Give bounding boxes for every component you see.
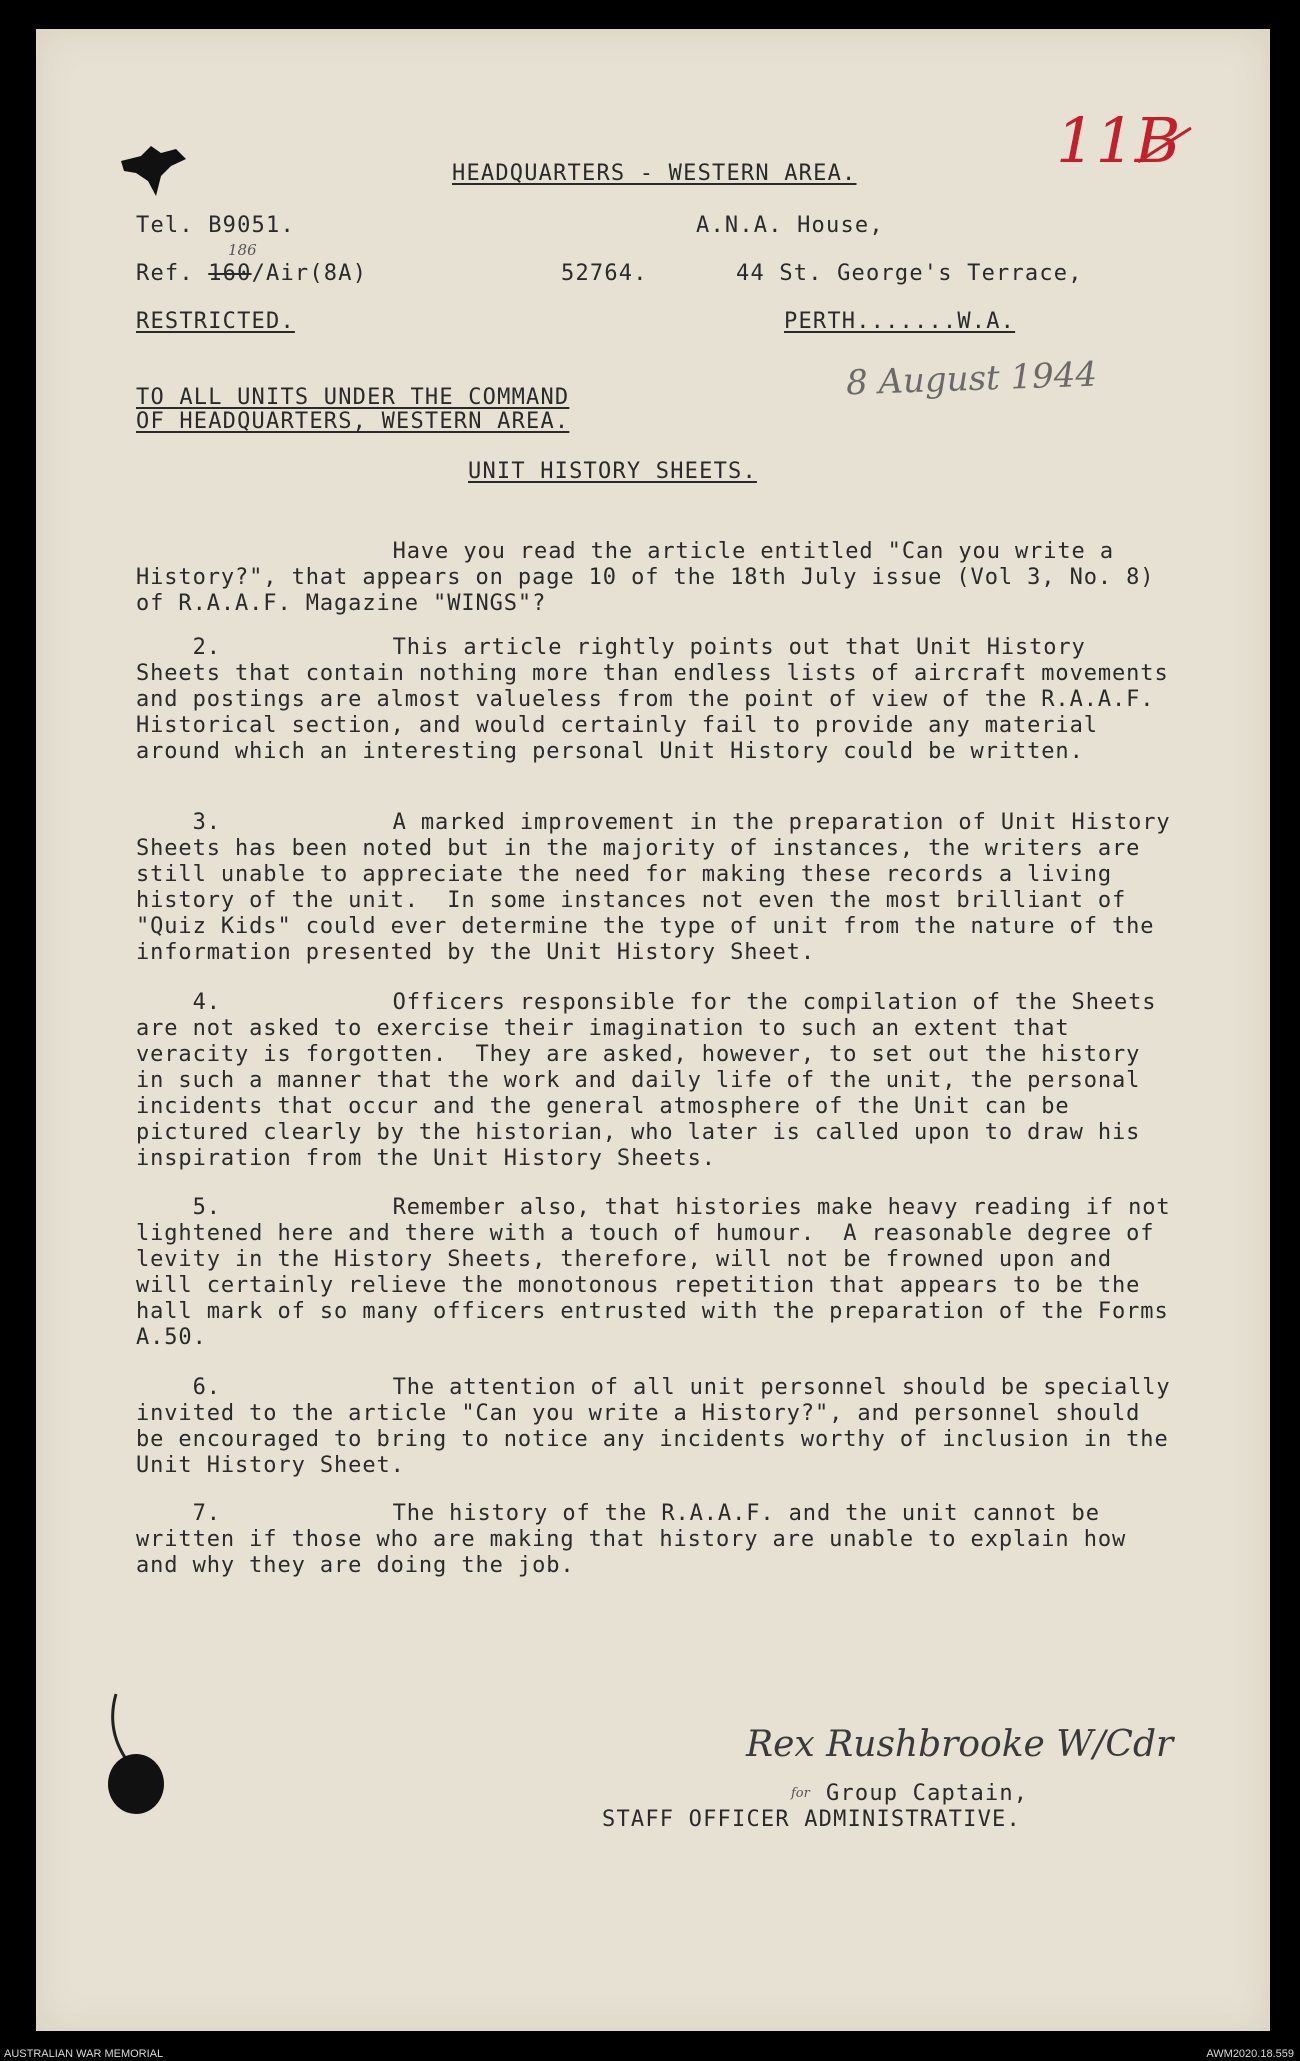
paragraph-text: The attention of all unit personnel should be specially invited to the article "Can you write a History?", and personnel should be encouraged to bring to notice any incidents worthy of inclusion in the Unit History Sheet.: [136, 1375, 1185, 1478]
telephone-number: Tel. B9051.: [136, 213, 295, 238]
paragraph-text: Remember also, that histories make heavy reading if not lightened here and there with a touch of humour. A reasonable degree of levity in the History Sheets, therefore, will not be frowned upon and will certainly relieve the monotonous repetition that appears to be the hall mark of so many officers entrusted with the preparation of the Forms A.50.: [136, 1195, 1185, 1350]
reference-prefix: Ref.: [136, 261, 194, 286]
paragraph-number: 6.: [192, 1375, 221, 1400]
address-line-2: 44 St. George's Terrace,: [736, 261, 1083, 286]
reference-struck: 160: [208, 261, 252, 286]
paragraph-5: [136, 1169, 1185, 1377]
paragraph-number: 2.: [192, 635, 221, 660]
address-line-3: PERTH.......W.A.: [784, 309, 1016, 334]
paragraph-text: Officers responsible for the compilation of the Sheets are not asked to exercise their imagination to such an extent that veracity is forgotten. They are asked, however, to set out the history in such a manner that the work and daily life of the unit, the personal incidents that occur and the general atmosphere of the Unit can be pictured clearly by the historian, who later is called upon to draw his inspiration from the Unit History Sheets.: [136, 990, 1171, 1171]
footer-left: AUSTRALIAN WAR MEMORIAL: [4, 2048, 164, 2060]
paragraph-3: [136, 784, 1185, 992]
paragraph-number: 4.: [192, 990, 221, 1015]
handwritten-date: 8 August 1944: [845, 354, 1098, 404]
subject-title: UNIT HISTORY SHEETS.: [468, 459, 757, 484]
paragraph-number: 3.: [192, 810, 221, 835]
paragraph-7: [136, 1475, 1176, 1605]
footer-right: AWM2020.18.559: [1206, 2048, 1294, 2060]
reference-number: 52764.: [561, 261, 648, 286]
document-heading: HEADQUARTERS - WESTERN AREA.: [452, 161, 857, 186]
paragraph-number: 7.: [192, 1501, 221, 1526]
red-annotation: 11B: [1056, 104, 1181, 177]
addressee-line-2: OF HEADQUARTERS, WESTERN AREA.: [136, 409, 570, 434]
paragraph-text: This article rightly points out that Unit History Sheets that contain nothing more than endless lists of aircraft movements and postings are almost valueless from the point of view of the R.A.A.F. Historical section, and would certainly fail to provide any material around which an interesting personal Unit History could be written.: [136, 635, 1183, 764]
paragraph-text: Have you read the article entitled "Can you write a History?", that appears on page 10 of the 18th July issue (Vol 3, No. 8) of R.A.A.F. Magazine "WINGS"?: [136, 539, 1169, 616]
paragraph-text: The history of the R.A.A.F. and the unit cannot be written if those who are making that history are unable to explain how and why they are doing the job.: [136, 1501, 1141, 1578]
addressee-line-1: TO ALL UNITS UNDER THE COMMAND: [136, 385, 570, 410]
paragraph-4: [136, 964, 1176, 1198]
signoff-rank: Group Captain,: [826, 1781, 1029, 1806]
signoff-title: STAFF OFFICER ADMINISTRATIVE.: [602, 1807, 1021, 1832]
signature-prefix: for: [791, 1786, 810, 1801]
reference-line: [136, 261, 367, 286]
paragraph-2: [136, 609, 1183, 791]
address-line-1: A.N.A. House,: [696, 213, 884, 238]
reference-handwritten: 186: [228, 241, 257, 259]
document-page: [36, 29, 1270, 2031]
signature: Rex Rushbrooke W/Cdr: [746, 1724, 1174, 1765]
paragraph-number: 5.: [192, 1195, 221, 1220]
punch-hole-bottom-icon: [96, 1689, 176, 1819]
paragraph-text: A marked improvement in the preparation of Unit History Sheets has been noted but in the majority of instances, the writers are still unable to appreciate the need for making these records a living history of the unit. In some instances not even the most brilliant of "Quiz Kids" could ever determine the type of unit from the nature of the information presented by the Unit History Sheet.: [136, 810, 1185, 965]
classification: RESTRICTED.: [136, 309, 295, 334]
red-underline-mark: [1136, 124, 1196, 164]
punch-hole-top-icon: [116, 141, 196, 201]
reference-suffix: /Air(8A): [251, 261, 368, 286]
